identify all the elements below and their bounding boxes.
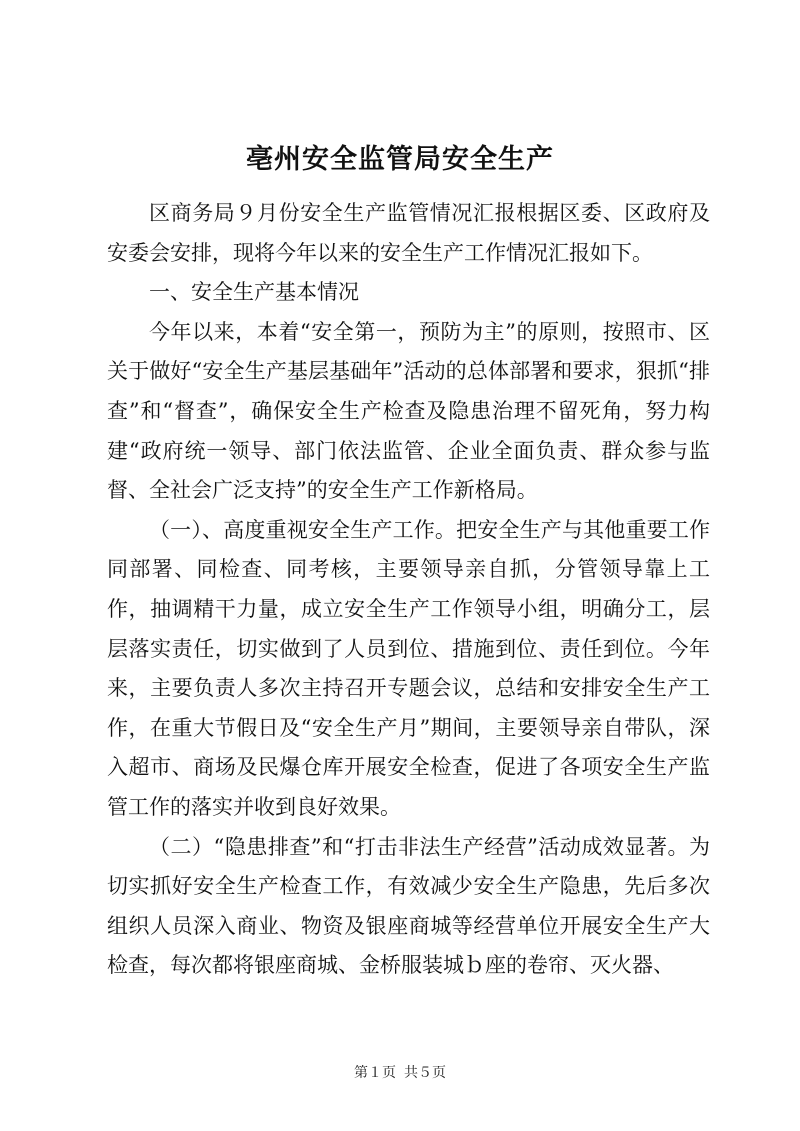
page-total: 共５页 (404, 1065, 446, 1081)
document-body (107, 194, 710, 986)
page-number: 第１页 (354, 1065, 396, 1081)
document-title: 亳州安全监管局安全生产 (246, 144, 554, 175)
paragraph-item-2: （二）“隐患排查”和“打击非法生产经营”活动成效显著。为切实抓好安全生产检查工作，有效减少安全生产隐患，先后多次组织人员深入商业、物资及银座商城等经营单位开展安全生产大检查，每次都将银座商城、金桥服装城ｂ座的卷帘、灭火器、 (107, 834, 710, 978)
section-heading: 一、安全生产基本情况 (149, 280, 359, 305)
page-footer (0, 1063, 800, 1083)
paragraph-overview: 今年以来，本着“安全第一，预防为主”的原则，按照市、区关于做好“安全生产基层基础年”活动的总体部署和要求，狠抓“排查”和“督查”，确保安全生产检查及隐患治理不留死角，努力构建“政府统一领导、部门依法监管、企业全面负责、群众参与监督、全社会广泛支持”的安全生产工作新格局。 (107, 319, 710, 503)
paragraph-item-1: （一）、高度重视安全生产工作。把安全生产与其他重要工作同部署、同检查、同考核，主要领导亲自抓，分管领导靠上工作，抽调精干力量，成立安全生产工作领导小组，明确分工，层层落实责任，切实做到了人员到位、措施到位、责任到位。今年来，主要负责人多次主持召开专题会议，总结和安排安全生产工作，在重大节假日及“安全生产月”期间，主要领导亲自带队，深入超市、商场及民爆仓库开展安全检查，促进了各项安全生产监管工作的落实并收到良好效果。 (107, 517, 710, 819)
paragraph-intro: 区商务局９月份安全生产监管情况汇报根据区委、区政府及安委会安排，现将今年以来的安全生产工作情况汇报如下。 (107, 201, 710, 265)
